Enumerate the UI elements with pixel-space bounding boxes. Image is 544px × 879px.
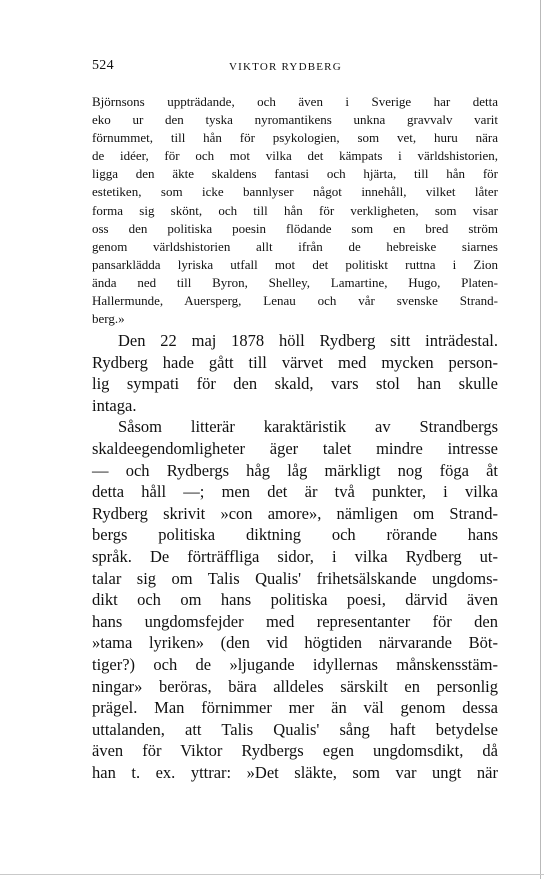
paragraph-line: »tama lyriken» (den vid högtiden närvarande Böt- (92, 633, 498, 653)
page-number: 524 (92, 58, 114, 73)
page-edge-right (540, 0, 541, 879)
paragraph-line: även för Viktor Rydbergs egen ungdomsdikt, då (92, 741, 498, 761)
paragraph-line: intaga. (92, 395, 137, 415)
paragraph-line: ningar» beröras, bära alldeles särskilt en personlig (92, 676, 498, 696)
paragraph-line: Rydberg hade gått till värvet med mycken person- (92, 352, 498, 372)
quote-line: estetiken, som icke bannlyser något innehåll, vilket låter (92, 184, 498, 200)
paragraph-line: — och Rydbergs håg låg märkligt nog föga åt (92, 460, 498, 480)
quote-line: genom världshistorien allt ifrån de hebreiske siarnes (92, 238, 498, 254)
paragraph-line: skaldeegendomligheter äger talet mindre intresse (92, 438, 498, 458)
running-head: VIKTOR RYDBERG (229, 61, 342, 73)
paragraph-line: bergs politiska diktning och rörande hans (92, 525, 498, 545)
body-text (92, 330, 498, 783)
paragraph-line: Den 22 maj 1878 höll Rydberg sitt inträdestal. (118, 331, 498, 350)
page-header (92, 58, 498, 78)
paragraph-line: uttalanden, att Talis Qualis' sång haft betydelse (92, 719, 498, 739)
paragraph-line: Rydberg skrivit »con amore», nämligen om Strand- (92, 503, 498, 523)
paragraph-line: han t. ex. yttrar: »Det släkte, som var ungt när (92, 762, 498, 782)
paragraph-line: talar sig om Talis Qualis' frihetsälskande ungdoms- (92, 568, 498, 588)
quoted-passage (92, 93, 498, 328)
paragraph-line: prägel. Man förnimmer mer än väl genom dessa (92, 698, 498, 718)
paragraph-line: språk. De förträffliga sidor, i vilka Rydberg ut- (92, 546, 498, 566)
paragraph-line: detta håll —; men det är två punkter, i vilka (92, 482, 498, 502)
paragraph-line: hans ungdomsfejder med representanter för den (92, 611, 498, 631)
paragraph-line: lig sympati för den skald, vars stol han skulle (92, 374, 498, 394)
paragraph-line: tiger?) och de »ljugande idyllernas månskensstäm- (92, 654, 498, 674)
quote-line: förnummet, till hån för psykologien, som vet, huru nära (92, 130, 498, 146)
quote-line: Hallermunde, Auersperg, Lenau och vår svenske Strand- (92, 293, 498, 309)
quote-line: eko ur den tyska nyromantikens unkna gravvalv varit (92, 112, 498, 128)
quote-line: oss den politiska poesin flödande som en bred ström (92, 220, 498, 236)
quote-line: de idéer, för och mot vilka det kämpats i världshistorien, (92, 148, 498, 164)
quote-line: berg.» (92, 311, 125, 327)
quote-line: Björnsons uppträdande, och även i Sverige har detta (92, 94, 498, 109)
paragraph-line: dikt och om hans politiska poesi, därvid även (92, 590, 498, 610)
page-edge-bottom (0, 874, 544, 875)
quote-line: ligga den äkte skaldens fantasi och hjärta, till hån för (92, 166, 498, 182)
paragraph-line: Såsom litterär karaktäristik av Strandbergs (118, 417, 498, 437)
quote-line: forma sig skönt, och till hån för verkligheten, som visar (92, 202, 498, 218)
quote-line: pansarklädda lyriska utfall mot det politiskt ruttna i Zion (92, 256, 498, 272)
quote-line: ända ned till Byron, Shelley, Lamartine, Hugo, Platen- (92, 274, 498, 290)
